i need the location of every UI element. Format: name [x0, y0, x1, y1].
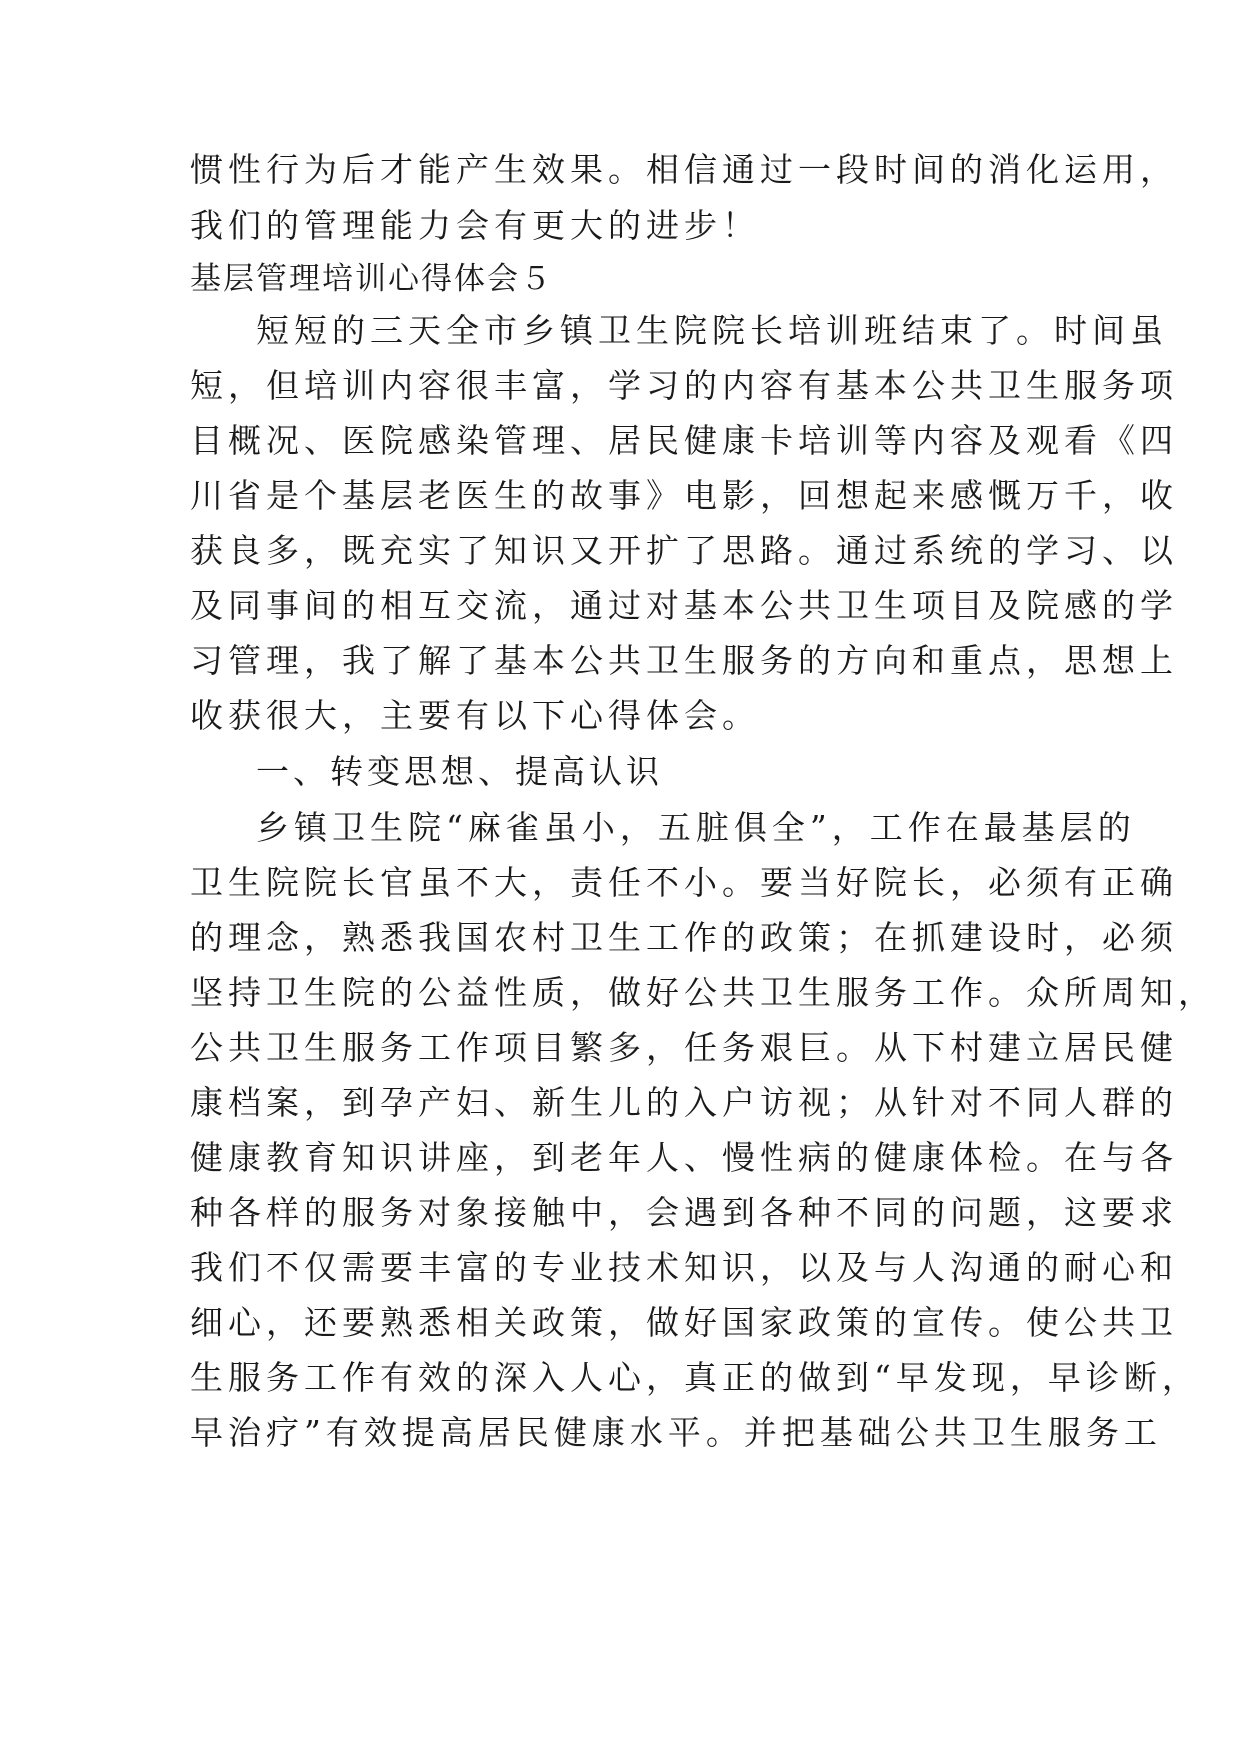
paragraph-line: 种各样的服务对象接触中，会遇到各种不同的问题，这要求	[190, 1193, 1178, 1232]
paragraph-line: 坚持卫生院的公益性质，做好公共卫生服务工作。众所周知，	[190, 973, 1216, 1012]
paragraph-line: 生服务工作有效的深入人心，真正的做到“早发现，早诊断，	[190, 1358, 1200, 1397]
paragraph-line: 习管理，我了解了基本公共卫生服务的方向和重点，思想上	[190, 641, 1178, 680]
paragraph-line: 我们不仅需要丰富的专业技术知识，以及与人沟通的耐心和	[190, 1248, 1178, 1287]
section-title: 基层管理培训心得体会５	[190, 261, 553, 297]
paragraph-line: 获良多，既充实了知识又开扩了思路。通过系统的学习、以	[190, 531, 1178, 570]
intro-line: 惯性行为后才能产生效果。相信通过一段时间的消化运用，	[190, 150, 1178, 189]
paragraph-line: 卫生院院长官虽不大，责任不小。要当好院长，必须有正确	[190, 863, 1178, 902]
paragraph-line: 川省是个基层老医生的故事》电影，回想起来感慨万千，收	[190, 476, 1178, 515]
section-heading: 一、转变思想、提高认识	[256, 752, 663, 791]
paragraph-line: 细心，还要熟悉相关政策，做好国家政策的宣传。使公共卫	[190, 1303, 1178, 1342]
paragraph-line: 的理念，熟悉我国农村卫生工作的政策；在抓建设时，必须	[190, 918, 1178, 957]
paragraph-line: 康档案，到孕产妇、新生儿的入户访视；从针对不同人群的	[190, 1083, 1178, 1122]
paragraph-line: 早治疗”有效提高居民健康水平。并把基础公共卫生服务工	[190, 1413, 1162, 1452]
paragraph-line: 健康教育知识讲座，到老年人、慢性病的健康体检。在与各	[190, 1138, 1178, 1177]
intro-line: 我们的管理能力会有更大的进步！	[190, 206, 760, 245]
paragraph-line: 乡镇卫生院“麻雀虽小，五脏俱全”，工作在最基层的	[256, 808, 1136, 847]
paragraph-line: 短，但培训内容很丰富，学习的内容有基本公共卫生服务项	[190, 366, 1178, 405]
paragraph-line: 公共卫生服务工作项目繁多，任务艰巨。从下村建立居民健	[190, 1028, 1178, 1067]
paragraph-line: 收获很大，主要有以下心得体会。	[190, 696, 760, 735]
paragraph-line: 及同事间的相互交流，通过对基本公共卫生项目及院感的学	[190, 586, 1178, 625]
paragraph-line: 目概况、医院感染管理、居民健康卡培训等内容及观看《四	[190, 421, 1178, 460]
paragraph-line: 短短的三天全市乡镇卫生院院长培训班结束了。时间虽	[256, 311, 1168, 350]
